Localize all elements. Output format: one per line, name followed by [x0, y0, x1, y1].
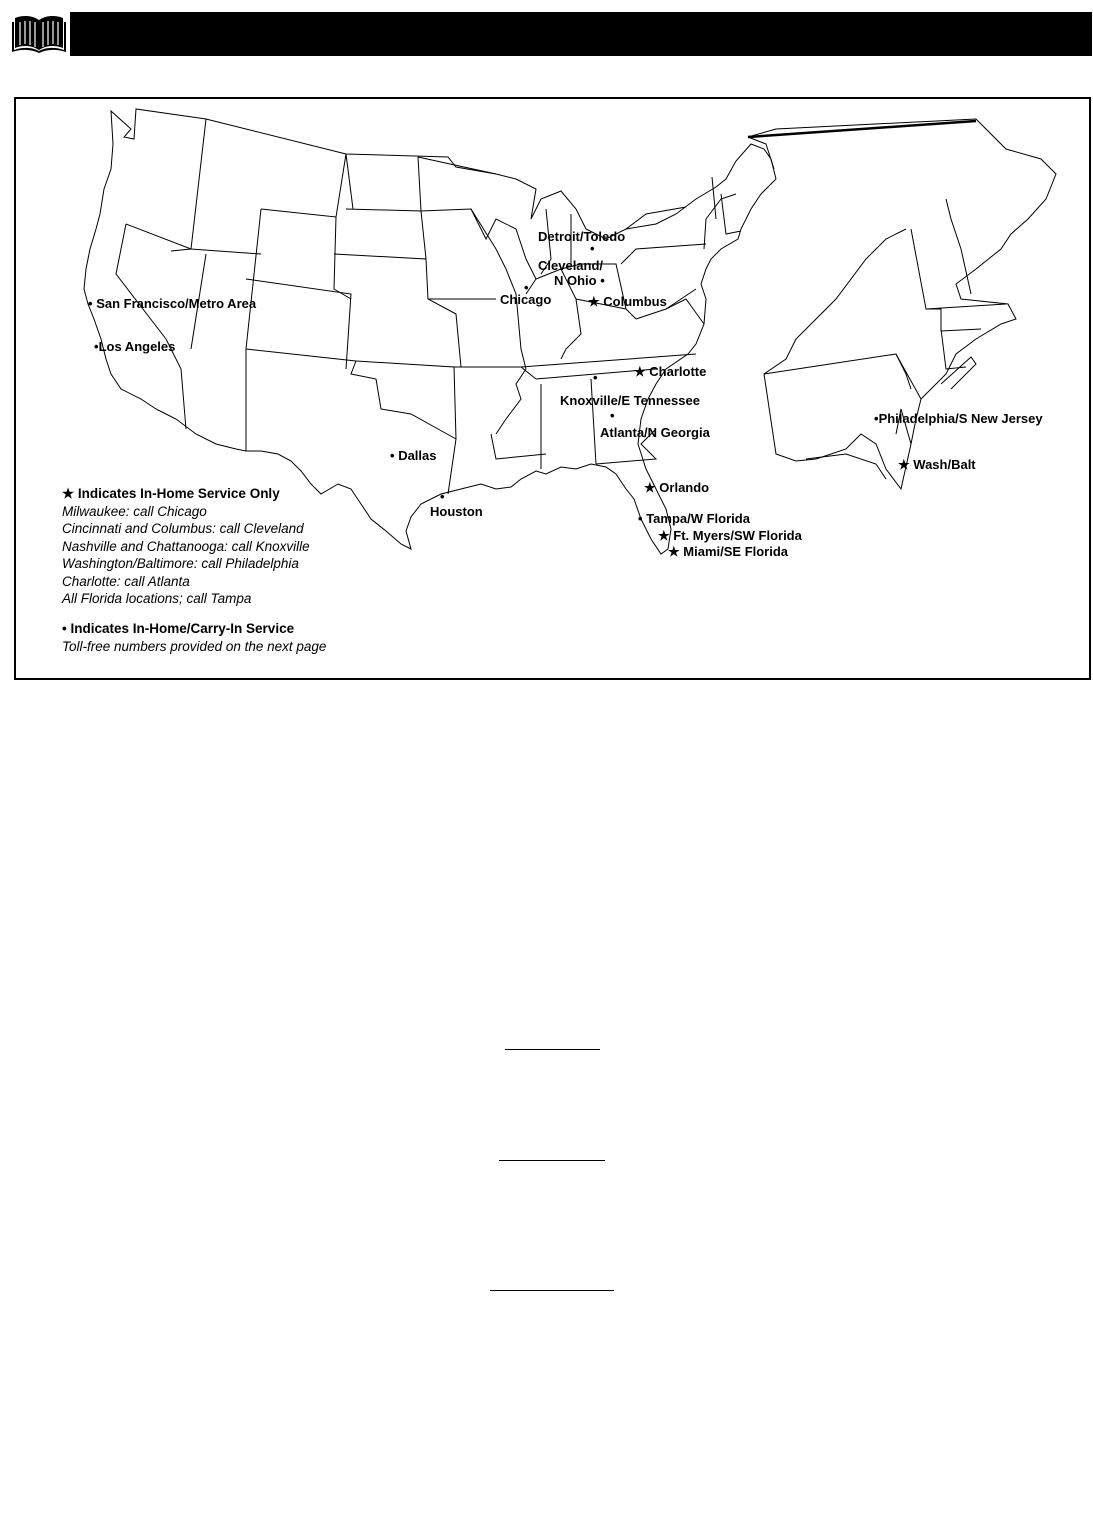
city-knoxville-dot [593, 370, 598, 385]
city-philadelphia [874, 411, 1043, 426]
city-ft-myers [658, 528, 802, 543]
city-miami [668, 544, 788, 559]
dot-marker-icon: • [610, 408, 615, 423]
city-label: Ft. Myers/SW Florida [673, 528, 802, 543]
city-label: Tampa/W Florida [646, 511, 750, 526]
city-label: Orlando [659, 480, 710, 495]
dot-marker-icon: • [390, 448, 395, 463]
city-label: Charlotte [649, 364, 707, 379]
dot-marker-icon: • [874, 411, 879, 426]
city-atlanta [600, 425, 710, 440]
city-label: Los Angeles [98, 339, 176, 354]
dot-marker-icon: • [600, 273, 605, 288]
city-tampa [638, 511, 750, 526]
city-label: Dallas [398, 448, 437, 463]
city-label: Houston [430, 504, 483, 519]
city-los-angeles [94, 339, 175, 354]
city-label: N Ohio [554, 273, 597, 288]
legend-dot-heading: • Indicates In-Home/Carry-In Service [62, 621, 295, 636]
city-cleveland-line2 [554, 273, 605, 288]
star-marker-icon: ★ [898, 457, 910, 472]
city-houston-dot [440, 489, 445, 504]
open-book-icon [12, 12, 66, 54]
star-marker-icon: ★ [634, 364, 646, 379]
legend-note: Charlotte: call Atlanta [62, 573, 190, 589]
city-label: Cleveland/ [538, 258, 604, 273]
legend-note: Cincinnati and Columbus: call Cleveland [62, 521, 304, 536]
city-charlotte [634, 364, 706, 379]
city-houston [430, 504, 483, 519]
legend-dot [62, 620, 326, 655]
legend-star [62, 485, 310, 608]
city-label: Philadelphia/S New Jersey [878, 411, 1043, 426]
city-label: Chicago [500, 292, 552, 307]
city-orlando [644, 480, 709, 495]
city-detroit [538, 229, 625, 244]
city-chicago [500, 292, 551, 307]
service-map [14, 97, 1091, 680]
city-wash-balt [898, 457, 976, 472]
blank-rule [490, 1290, 614, 1291]
star-marker-icon: ★ [658, 528, 670, 543]
city-san-francisco [88, 296, 256, 311]
header-bar [70, 12, 1092, 56]
legend-note: Toll-free numbers provided on the next page [62, 638, 327, 654]
dot-marker-icon: • [88, 296, 93, 311]
city-columbus [588, 294, 667, 309]
legend-note: Washington/Baltimore: call Philadelphia [62, 556, 299, 571]
city-knoxville [560, 393, 700, 408]
dot-marker-icon: • [590, 241, 595, 256]
legend-note: Nashville and Chattanooga: call Knoxville [62, 538, 310, 554]
city-detroit-dot [590, 241, 595, 256]
star-marker-icon: ★ [588, 294, 600, 309]
blank-rule [499, 1160, 605, 1161]
dot-marker-icon: • [593, 370, 598, 385]
city-label: Atlanta/N Georgia [600, 425, 710, 440]
dot-marker-icon: • [638, 511, 643, 526]
dot-marker-icon: • [524, 280, 529, 295]
city-label: Columbus [603, 294, 667, 309]
city-label: Miami/SE Florida [683, 544, 789, 559]
city-label: Detroit/Toledo [538, 229, 626, 244]
dot-marker-icon: • [62, 621, 67, 636]
legend-star-heading: ★ Indicates In-Home Service Only [62, 486, 280, 501]
blank-rule [505, 1049, 600, 1050]
star-marker-icon: ★ [668, 544, 680, 559]
city-label: Wash/Balt [913, 457, 976, 472]
dot-marker-icon: • [94, 339, 99, 354]
dot-marker-icon: • [440, 489, 445, 504]
legend-note: Milwaukee: call Chicago [62, 503, 207, 519]
star-marker-icon: ★ [644, 480, 656, 495]
city-cleveland [538, 258, 603, 273]
legend-note: All Florida locations; call Tampa [62, 591, 252, 606]
star-marker-icon: ★ [62, 486, 75, 501]
city-dallas [390, 448, 437, 463]
city-label: San Francisco/Metro Area [96, 296, 257, 311]
city-label: Knoxville/E Tennessee [560, 393, 700, 408]
city-atlanta-dot [610, 408, 615, 423]
